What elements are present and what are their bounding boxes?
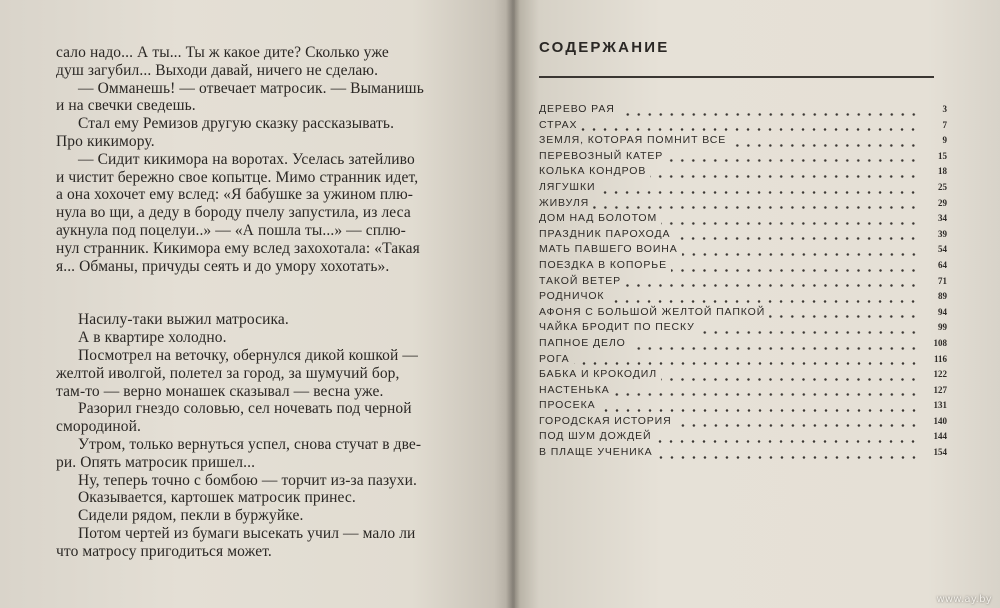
toc-entry-title: ЛЯГУШКИ [539,180,596,193]
toc-leader-dots [674,237,919,240]
toc-entry-title: ДОМ НАД БОЛОТОМ [539,212,658,225]
toc-entry-title: ДЕРЕВО РАЯ [539,103,615,115]
toc-entry-page: 15 [938,150,947,161]
toc-entry-page: 34 [938,213,947,224]
text-line: Насилу-таки выжил матросика. [78,311,289,329]
text-line: А в квартире холодно. [78,329,227,347]
contents-heading: СОДЕРЖАНИЕ [539,39,670,56]
text-line: желтой иволгой, полетел за город, за шумучий бор, [56,364,400,382]
toc-leader-dots [667,159,919,162]
story-text [56,44,456,561]
toc-entry-title: РОДНИЧОК [539,290,605,303]
toc-entry-title: ТАКОЙ ВЕТЕР [539,274,622,287]
toc-entry-title: АФОНЯ С БОЛЬШОЙ ЖЕЛТОЙ ПАПКОЙ [539,305,766,318]
toc-entry-page: 3 [942,104,947,114]
toc-entry [539,384,947,400]
toc-leader-dots [608,300,919,303]
toc-entry [539,150,947,166]
toc-entry-page: 99 [938,322,947,333]
toc-entry-page: 144 [933,431,947,442]
text-line: Утром, только вернуться успел, снова стучат в две- [78,435,422,453]
toc-leader-dots [661,222,919,225]
toc-entry-title: ЗЕМЛЯ, КОТОРАЯ ПОМНИТ ВСЕ [539,134,727,147]
text-line: Стал ему Ремизов другую сказку рассказывать. [78,115,395,133]
text-line: аукнула под поцелуи..» — «А пошла ты...» — сплю- [56,221,406,239]
table-of-contents [539,103,947,462]
toc-leader-dots [630,347,919,350]
text-line: Потом чертей из бумаги высекать учил — мало ли [78,524,416,542]
text-line: и на свечки сведешь. [56,97,196,115]
toc-leader-dots [619,113,919,116]
toc-leader-dots [614,393,919,396]
contents-divider [539,76,934,78]
toc-entry-title: ПАПНОЕ ДЕЛО [539,336,626,349]
toc-entry-title: В ПЛАЩЕ УЧЕНИКА [539,446,653,459]
toc-entry-page: 71 [938,275,947,286]
toc-entry-title: БАБКА И КРОКОДИЛ [539,368,657,381]
toc-entry-page: 154 [933,447,947,458]
text-line: там-то — верно монашек сказывал — весна уже. [56,382,384,400]
paragraph-gap [56,275,456,311]
toc-leader-dots [574,362,919,365]
toc-entry-page: 89 [938,291,947,302]
toc-entry-title: ПОЕЗДКА В КОПОРЬЕ [539,258,667,271]
toc-entry-title: ЧАЙКА БРОДИТ ПО ПЕСКУ [539,321,695,334]
toc-entry [539,321,947,337]
toc-entry-page: 18 [938,166,947,177]
text-line: душ загубил... Выходи давай, ничего не сделаю. [56,61,379,79]
toc-leader-dots [699,331,919,334]
text-line: ри. Опять матросик пришел... [56,453,256,471]
toc-leader-dots [593,206,919,209]
toc-leader-dots [625,284,919,287]
text-line: Посмотрел на веточку, обернулся дикой кошкой — [78,346,418,364]
toc-entry [539,212,947,228]
toc-entry [539,181,947,197]
text-line: Оказывается, картошек матросик принес. [78,489,356,507]
toc-leader-dots [600,409,920,412]
toc-entry [539,368,947,384]
toc-entry [539,165,947,181]
toc-entry [539,103,947,119]
toc-entry-title: СТРАХ [539,118,578,131]
toc-entry [539,306,947,322]
text-line: и чистит бережно свое копытце. Мимо странник идет, [56,168,419,186]
toc-entry-page: 25 [938,181,947,192]
toc-entry-page: 29 [938,197,947,208]
toc-leader-dots [661,378,919,381]
toc-entry [539,259,947,275]
toc-leader-dots [769,315,919,318]
text-line: сало надо... А ты... Ты ж какое дите? Сколько уже [56,44,389,61]
toc-leader-dots [676,424,919,427]
toc-entry-title: ПЕРЕВОЗНЫЙ КАТЕР [539,149,664,162]
text-line: Про кикимору. [56,132,155,150]
toc-entry [539,399,947,415]
text-line: Ну, теперь точно с бомбою — торчит из-за пазухи. [78,471,417,489]
toc-entry-page: 7 [942,119,947,130]
toc-entry [539,430,947,446]
text-line: — Сидит кикимора на воротах. Уселась затейливо [78,150,415,168]
toc-entry [539,119,947,135]
text-line: а она хохочет ему вслед: «Я бабушке за ужином плю- [56,186,414,204]
toc-leader-dots [655,440,919,443]
text-line: нула во щи, а деду в бороду пчелу запустила, из леса [56,204,411,222]
toc-entry-page: 54 [938,244,947,255]
text-line: Сидели рядом, пекли в буржуйке. [78,507,304,525]
toc-entry [539,228,947,244]
toc-entry-title: ПРАЗДНИК ПАРОХОДА [539,227,671,240]
toc-leader-dots [581,128,919,131]
toc-leader-dots [599,191,919,194]
toc-leader-dots [730,144,919,147]
toc-entry [539,337,947,353]
toc-leader-dots [682,253,919,256]
toc-entry-page: 116 [933,353,947,364]
toc-entry [539,134,947,150]
toc-entry-page: 94 [938,306,947,317]
text-line: нул странник. Кикимора ему вслед захохотала: «Такая [56,239,420,257]
toc-entry-title: РОГА [539,352,570,365]
text-line: смородиной. [56,418,141,436]
text-line: что матросу пригодиться может. [56,542,272,560]
text-line: — Омманешь! — отвечает матросик. — Выманишь [78,79,424,97]
toc-entry-page: 9 [942,135,947,146]
toc-entry [539,243,947,259]
toc-entry [539,446,947,462]
toc-entry [539,290,947,306]
toc-entry-title: КОЛЬКА КОНДРОВ [539,165,647,178]
toc-entry-page: 108 [933,337,947,348]
toc-entry [539,415,947,431]
toc-entry-page: 131 [933,400,947,411]
toc-entry-title: МАТЬ ПАВШЕГО ВОИНА [539,243,678,256]
toc-entry [539,197,947,213]
toc-entry-page: 122 [933,369,947,380]
toc-entry-title: ЖИВУЛЯ [539,196,590,209]
watermark: www.ay.by [936,594,992,605]
toc-entry-title: ПОД ШУМ ДОЖДЕЙ [539,430,652,443]
toc-entry-page: 127 [933,384,947,395]
toc-entry-title: НАСТЕНЬКА [539,383,610,396]
toc-entry-title: ГОРОДСКАЯ ИСТОРИЯ [539,414,672,427]
toc-entry-page: 140 [933,415,947,426]
text-line: я... Обманы, причуды сеять и до умору хохотать». [56,257,390,275]
toc-entry-title: ПРОСЕКА [539,399,596,412]
text-line: Разорил гнездо соловью, сел ночевать под черной [78,400,412,418]
book-gutter [506,0,520,608]
toc-leader-dots [671,269,919,272]
toc-entry [539,353,947,369]
toc-entry-page: 64 [938,259,947,270]
toc-entry-page: 39 [938,228,947,239]
toc-leader-dots [657,456,919,459]
toc-entry [539,275,947,291]
toc-leader-dots [650,175,919,178]
